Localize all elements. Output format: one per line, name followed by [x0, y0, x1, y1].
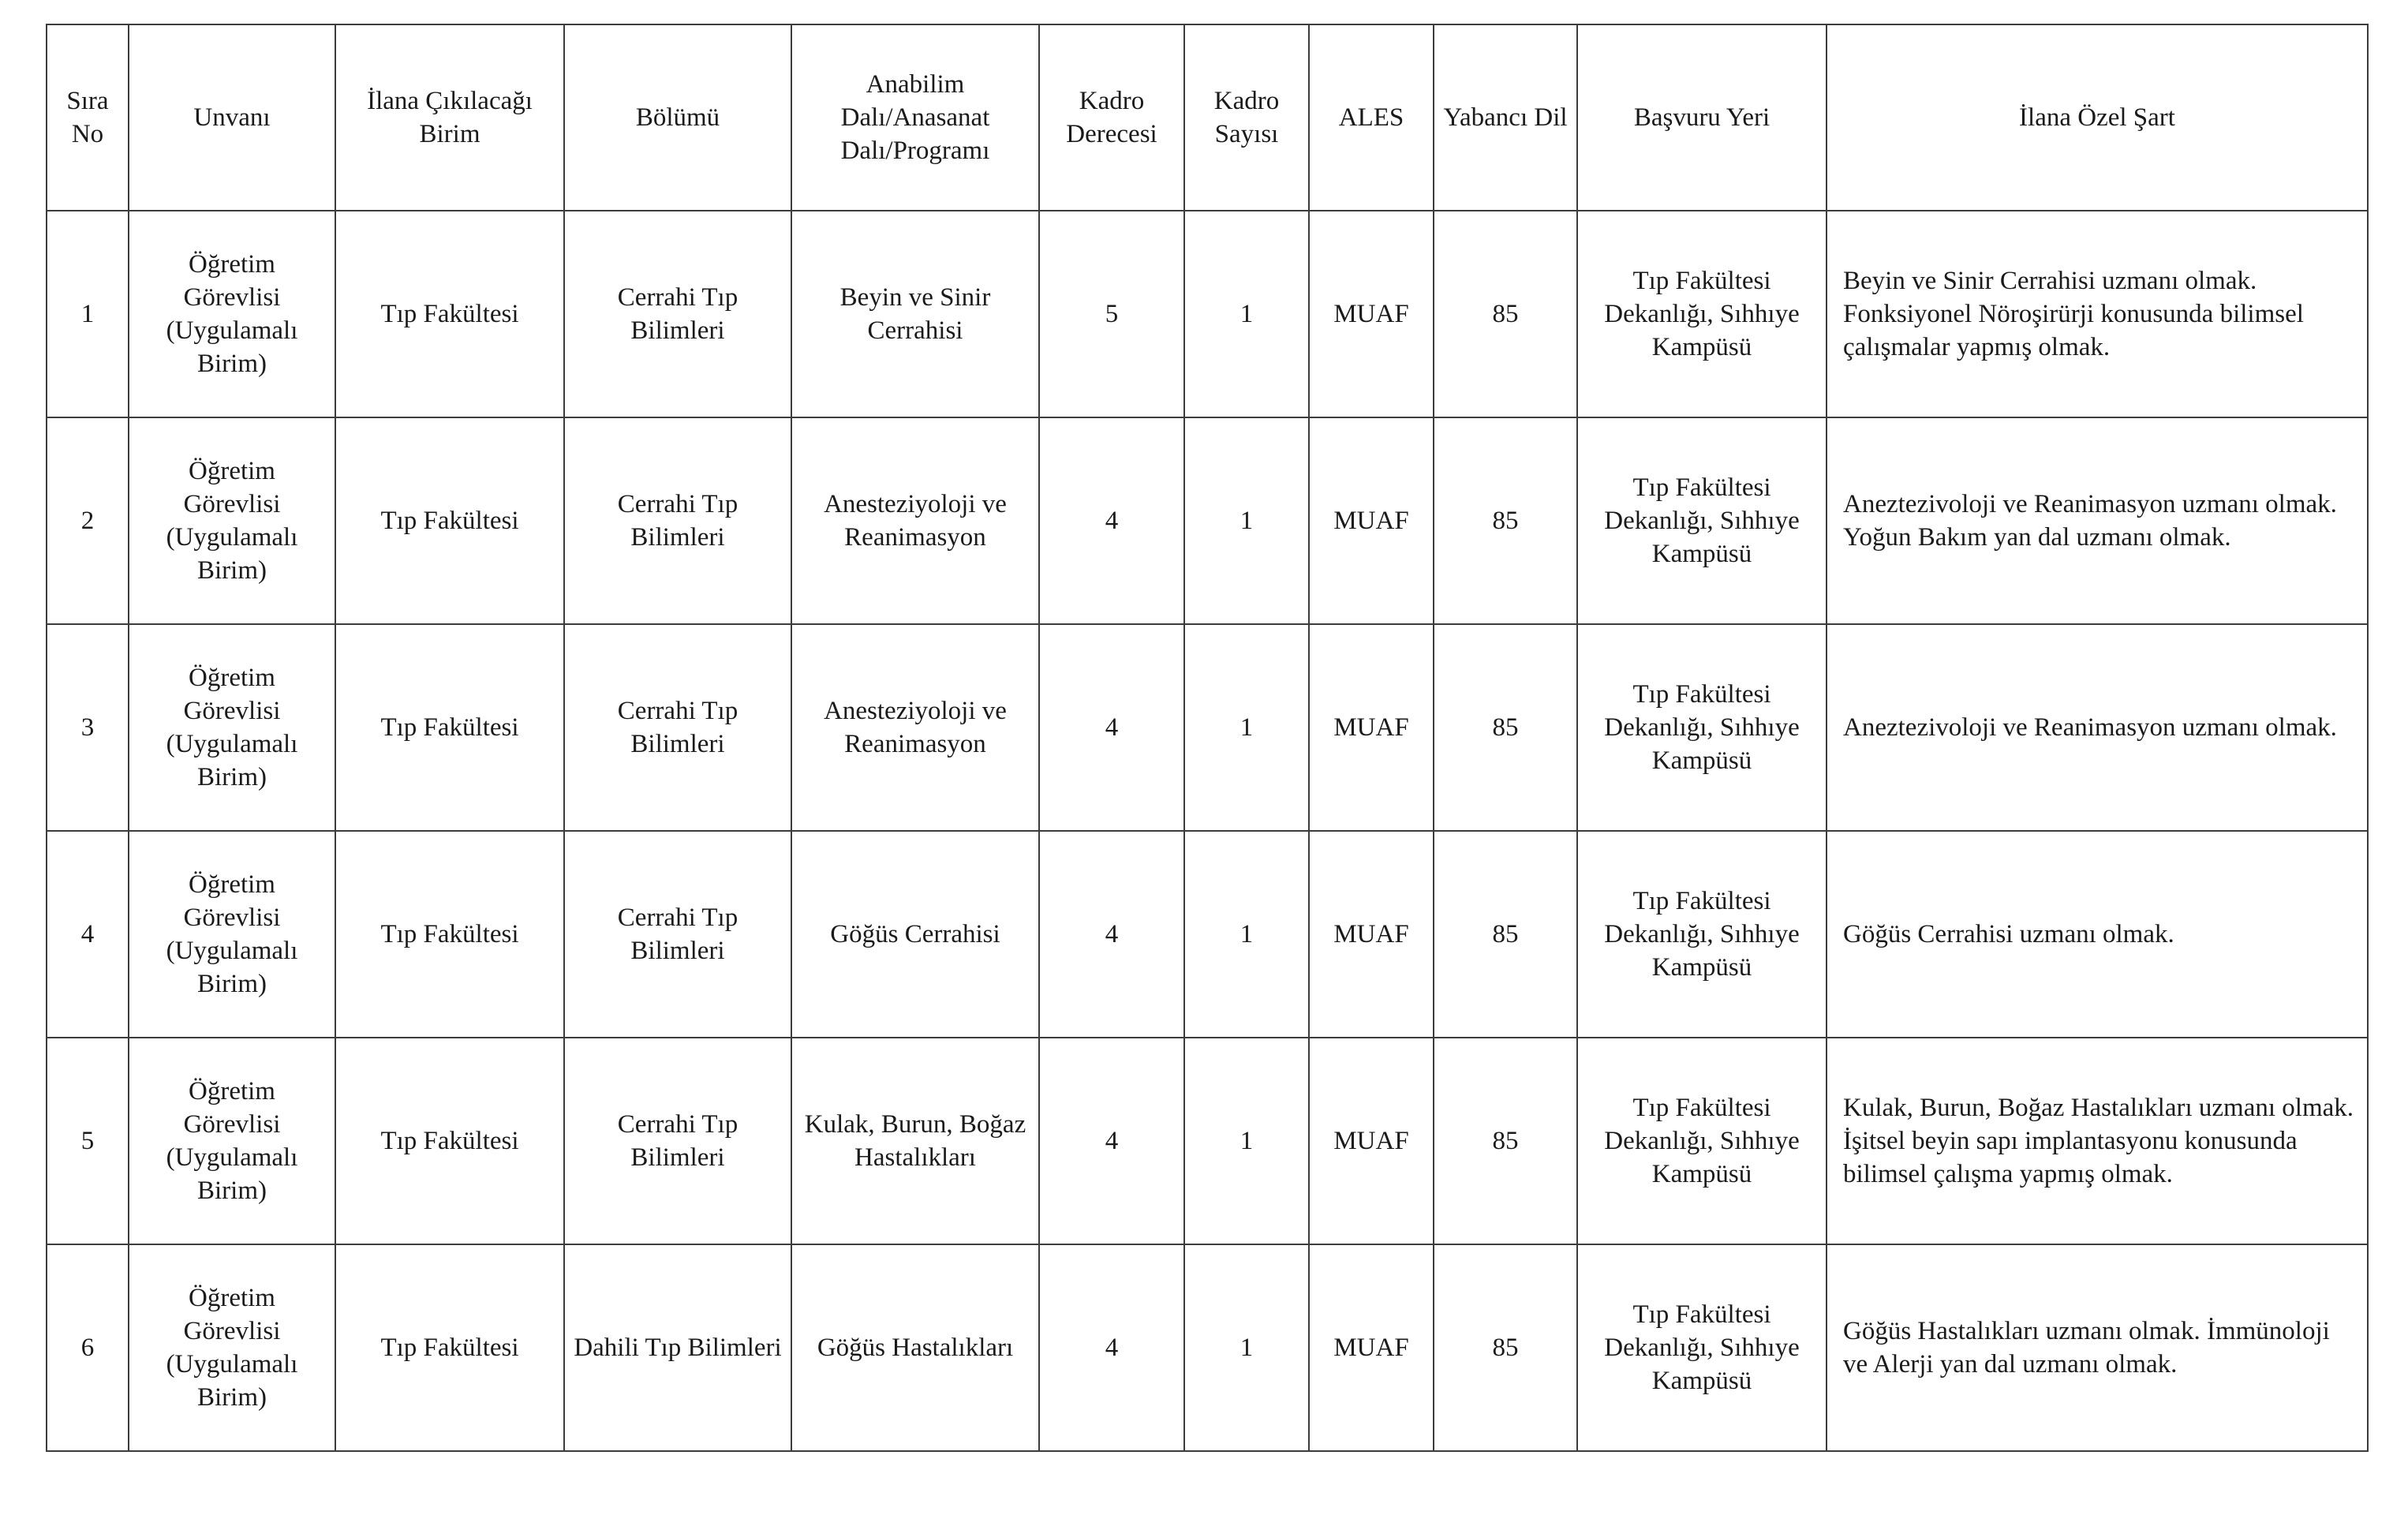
cell-title: Öğretim Görevlisi (Uygulamalı Birim) — [129, 624, 335, 831]
cell-apply-at: Tıp Fakültesi Dekanlığı, Sıhhıye Kampüsü — [1577, 831, 1827, 1038]
col-header-condition: İlana Özel Şart — [1827, 24, 2368, 211]
cell-condition: Aneztezivoloji ve Reanimasyon uzmanı olmak. Yoğun Bakım yan dal uzmanı olmak. — [1827, 417, 2368, 624]
cell-condition: Göğüs Hastalıkları uzmanı olmak. İmmünoloji ve Alerji yan dal uzmanı olmak. — [1827, 1244, 2368, 1451]
cell-language: 85 — [1434, 417, 1577, 624]
cell-condition: Kulak, Burun, Boğaz Hastalıkları uzmanı olmak. İşitsel beyin sapı implantasyonu konusunda bilimsel çalışma yapmış olmak. — [1827, 1038, 2368, 1244]
cell-grade: 4 — [1039, 831, 1184, 1038]
cell-no: 5 — [47, 1038, 129, 1244]
col-header-unit: İlana Çıkılacağı Birim — [335, 24, 564, 211]
position-listing-table — [46, 24, 2369, 1452]
cell-ales: MUAF — [1309, 417, 1434, 624]
cell-language: 85 — [1434, 831, 1577, 1038]
cell-title: Öğretim Görevlisi (Uygulamalı Birim) — [129, 417, 335, 624]
cell-unit: Tıp Fakültesi — [335, 211, 564, 417]
cell-ales: MUAF — [1309, 831, 1434, 1038]
cell-ales: MUAF — [1309, 211, 1434, 417]
cell-no: 3 — [47, 624, 129, 831]
cell-ales: MUAF — [1309, 1244, 1434, 1451]
cell-apply-at: Tıp Fakültesi Dekanlığı, Sıhhıye Kampüsü — [1577, 1244, 1827, 1451]
cell-apply-at: Tıp Fakültesi Dekanlığı, Sıhhıye Kampüsü — [1577, 1038, 1827, 1244]
cell-unit: Tıp Fakültesi — [335, 624, 564, 831]
cell-grade: 4 — [1039, 1038, 1184, 1244]
header-row — [47, 24, 2368, 211]
cell-division: Anesteziyoloji ve Reanimasyon — [791, 624, 1039, 831]
cell-condition: Aneztezivoloji ve Reanimasyon uzmanı olmak. — [1827, 624, 2368, 831]
cell-division: Anesteziyoloji ve Reanimasyon — [791, 417, 1039, 624]
cell-language: 85 — [1434, 624, 1577, 831]
table-row — [47, 624, 2368, 831]
cell-division: Göğüs Hastalıkları — [791, 1244, 1039, 1451]
cell-language: 85 — [1434, 1244, 1577, 1451]
cell-department: Cerrahi Tıp Bilimleri — [564, 417, 791, 624]
cell-title: Öğretim Görevlisi (Uygulamalı Birim) — [129, 211, 335, 417]
cell-grade: 4 — [1039, 1244, 1184, 1451]
col-header-department: Bölümü — [564, 24, 791, 211]
cell-apply-at: Tıp Fakültesi Dekanlığı, Sıhhıye Kampüsü — [1577, 417, 1827, 624]
cell-department: Dahili Tıp Bilimleri — [564, 1244, 791, 1451]
table-row — [47, 211, 2368, 417]
table-row — [47, 831, 2368, 1038]
col-header-language: Yabancı Dil — [1434, 24, 1577, 211]
cell-count: 1 — [1184, 1038, 1309, 1244]
cell-grade: 4 — [1039, 417, 1184, 624]
cell-unit: Tıp Fakültesi — [335, 1244, 564, 1451]
cell-count: 1 — [1184, 211, 1309, 417]
cell-no: 1 — [47, 211, 129, 417]
col-header-grade: Kadro Derecesi — [1039, 24, 1184, 211]
cell-department: Cerrahi Tıp Bilimleri — [564, 831, 791, 1038]
table-row — [47, 417, 2368, 624]
col-header-title: Unvanı — [129, 24, 335, 211]
cell-division: Beyin ve Sinir Cerrahisi — [791, 211, 1039, 417]
cell-condition: Beyin ve Sinir Cerrahisi uzmanı olmak. Fonksiyonel Nöroşirürji konusunda bilimsel çalışmalar yapmış olmak. — [1827, 211, 2368, 417]
cell-count: 1 — [1184, 831, 1309, 1038]
cell-apply-at: Tıp Fakültesi Dekanlığı, Sıhhıye Kampüsü — [1577, 624, 1827, 831]
cell-title: Öğretim Görevlisi (Uygulamalı Birim) — [129, 1038, 335, 1244]
cell-unit: Tıp Fakültesi — [335, 831, 564, 1038]
cell-apply-at: Tıp Fakültesi Dekanlığı, Sıhhıye Kampüsü — [1577, 211, 1827, 417]
cell-grade: 5 — [1039, 211, 1184, 417]
cell-department: Cerrahi Tıp Bilimleri — [564, 1038, 791, 1244]
col-header-no: Sıra No — [47, 24, 129, 211]
cell-no: 2 — [47, 417, 129, 624]
cell-ales: MUAF — [1309, 1038, 1434, 1244]
col-header-ales: ALES — [1309, 24, 1434, 211]
cell-language: 85 — [1434, 1038, 1577, 1244]
col-header-apply-at: Başvuru Yeri — [1577, 24, 1827, 211]
cell-unit: Tıp Fakültesi — [335, 417, 564, 624]
cell-no: 6 — [47, 1244, 129, 1451]
cell-language: 85 — [1434, 211, 1577, 417]
cell-department: Cerrahi Tıp Bilimleri — [564, 624, 791, 831]
cell-count: 1 — [1184, 417, 1309, 624]
cell-count: 1 — [1184, 1244, 1309, 1451]
cell-grade: 4 — [1039, 624, 1184, 831]
cell-unit: Tıp Fakültesi — [335, 1038, 564, 1244]
col-header-division: Anabilim Dalı/Anasanat Dalı/Programı — [791, 24, 1039, 211]
cell-department: Cerrahi Tıp Bilimleri — [564, 211, 791, 417]
cell-title: Öğretim Görevlisi (Uygulamalı Birim) — [129, 831, 335, 1038]
cell-division: Göğüs Cerrahisi — [791, 831, 1039, 1038]
cell-no: 4 — [47, 831, 129, 1038]
col-header-count: Kadro Sayısı — [1184, 24, 1309, 211]
cell-count: 1 — [1184, 624, 1309, 831]
cell-ales: MUAF — [1309, 624, 1434, 831]
cell-title: Öğretim Görevlisi (Uygulamalı Birim) — [129, 1244, 335, 1451]
table-row — [47, 1244, 2368, 1451]
cell-condition: Göğüs Cerrahisi uzmanı olmak. — [1827, 831, 2368, 1038]
table-row — [47, 1038, 2368, 1244]
cell-division: Kulak, Burun, Boğaz Hastalıkları — [791, 1038, 1039, 1244]
